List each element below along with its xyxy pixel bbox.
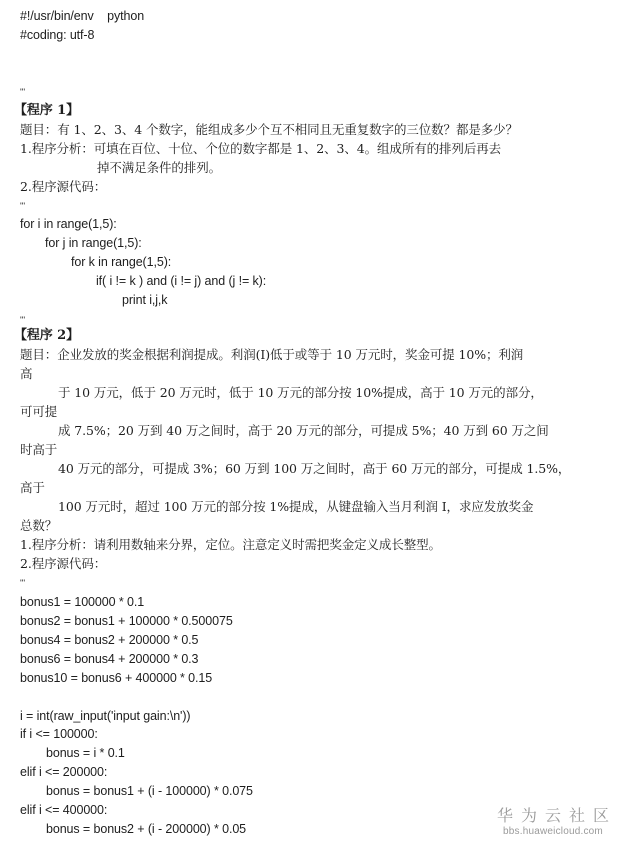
program2-question-line: 可可提: [20, 404, 58, 419]
program2-quote-open: ''': [20, 578, 26, 588]
watermark: [496, 806, 617, 838]
program1-question: 题目：有 1、2、3、4 个数字，能组成多少个互不相同且无重复数字的三位数？都是多少？: [20, 122, 518, 137]
input-code-line: i = int(raw_input('input gain:\n')): [20, 709, 191, 723]
program2-question-line: 总数？: [20, 518, 58, 533]
input-code-line: bonus = bonus2 + (i - 200000) * 0.05: [46, 822, 247, 836]
input-code-line: elif i <= 400000:: [20, 803, 108, 817]
watermark-title: 华为云社区: [496, 806, 617, 825]
bonus-code-line: bonus6 = bonus4 + 200000 * 0.3: [20, 652, 199, 666]
coding-line: #coding: utf-8: [20, 28, 95, 42]
program2-question-line: 题目：企业发放的奖金根据利润提成。利润(I)低于或等于 10 万元时，奖金可提 10%；利润: [20, 347, 524, 362]
bonus-code-line: bonus1 = 100000 * 0.1: [20, 595, 145, 609]
program2-source-label: 2.程序源代码：: [20, 556, 107, 571]
bonus-code-line: bonus10 = bonus6 + 400000 * 0.15: [20, 671, 213, 685]
input-code-line: bonus = i * 0.1: [46, 746, 125, 760]
program2-question-line: 高于: [20, 480, 45, 495]
program2-question-line: 成 7.5%；20 万到 40 万之间时，高于 20 万元的部分，可提成 5%；40 万到 60 万之间: [58, 423, 549, 438]
code-line-for-j: for j in range(1,5):: [45, 236, 142, 250]
program1-analysis-line2: 掉不满足条件的排列。: [97, 160, 222, 175]
program1-source-label: 2.程序源代码：: [20, 179, 107, 194]
program2-heading: 【程序 2】: [14, 328, 79, 343]
program2-question-line: 100 万元时，超过 100 万元的部分按 1%提成，从键盘输入当月利润 I，求应发放奖金: [58, 499, 534, 514]
program1-heading: 【程序 1】: [14, 103, 79, 118]
watermark-url: bbs.huaweicloud.com: [503, 826, 603, 837]
input-code-line: elif i <= 200000:: [20, 765, 108, 779]
program2-question-line: 40 万元的部分，可提成 3%；60 万到 100 万之间时，高于 60 万元的部分，可提成 1.5%，: [58, 461, 571, 476]
program1-quote-close: ''': [20, 315, 26, 325]
shebang-line: #!/usr/bin/env python: [20, 9, 145, 23]
code-line-for-k: for k in range(1,5):: [71, 255, 172, 269]
program2-question-line: 时高于: [20, 442, 58, 457]
program1-analysis-line1: 1.程序分析：可填在百位、十位、个位的数字都是 1、2、3、4。组成所有的排列后再去: [20, 141, 502, 156]
code-line-print: print i,j,k: [122, 293, 168, 307]
bonus-code-line: bonus4 = bonus2 + 200000 * 0.5: [20, 633, 199, 647]
docstring-open: ''': [20, 87, 26, 97]
program2-analysis: 1.程序分析：请利用数轴来分界，定位。注意定义时需把奖金定义成长整型。: [20, 537, 441, 552]
program1-quote-open: ''': [20, 201, 26, 211]
input-code-line: if i <= 100000:: [20, 727, 98, 741]
program2-question-line: 高: [20, 366, 33, 381]
program2-question-line: 于 10 万元，低于 20 万元时，低于 10 万元的部分按 10%提成，高于 10 万元的部分，: [58, 385, 543, 400]
code-line-if: if( i != k ) and (i != j) and (j != k):: [96, 274, 267, 288]
input-code-line: bonus = bonus1 + (i - 100000) * 0.075: [46, 784, 253, 798]
code-line-for-i: for i in range(1,5):: [20, 217, 117, 231]
bonus-code-line: bonus2 = bonus1 + 100000 * 0.500075: [20, 614, 233, 628]
